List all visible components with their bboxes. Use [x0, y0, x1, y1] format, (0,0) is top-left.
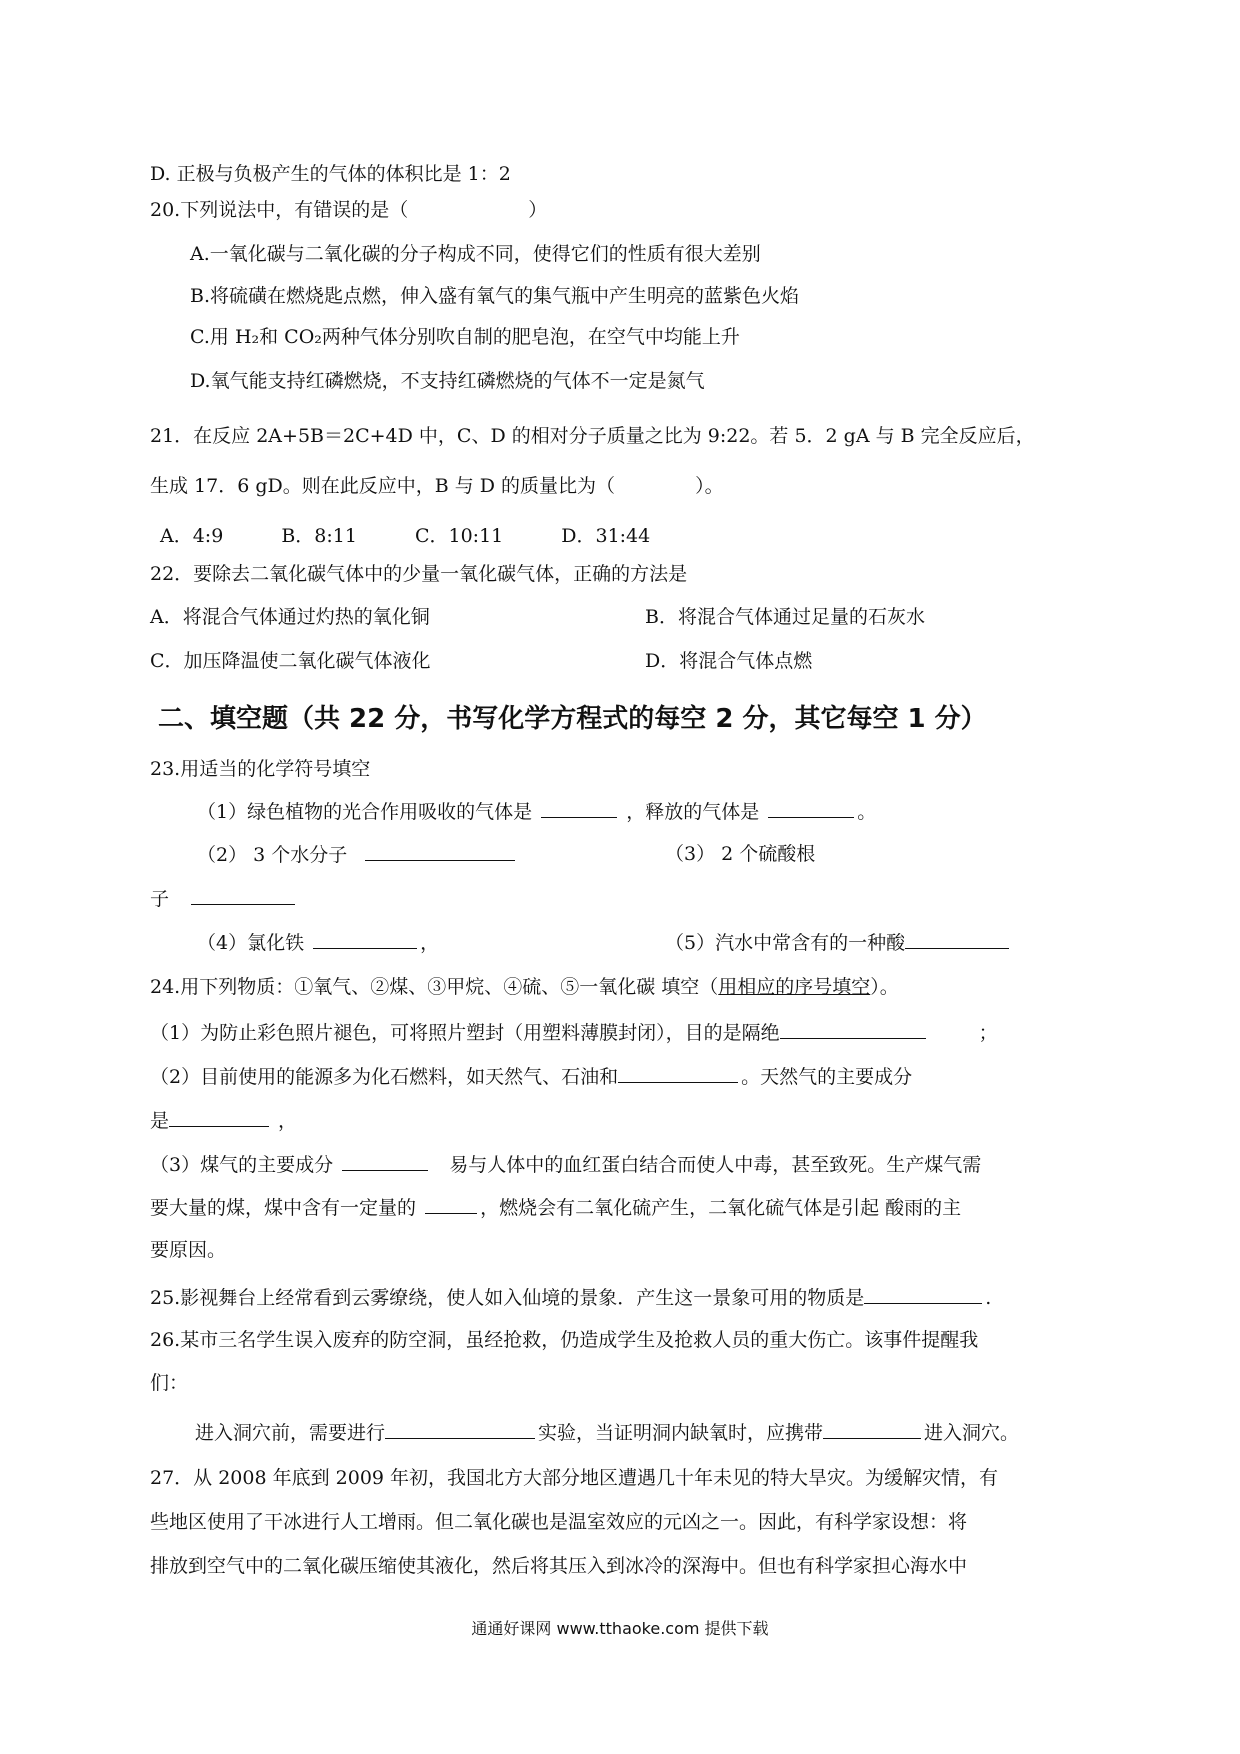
q20-option-a: A.一氧化碳与二氧化碳的分子构成不同，使得它们的性质有很大差别 [190, 243, 761, 265]
q20-option-b: B.将硫磺在燃烧匙点燃，伸入盛有氧气的集气瓶中产生明亮的蓝紫色火焰 [190, 285, 800, 307]
q26-line1: 26.某市三名学生误入废弃的防空洞，虽经抢救，仍造成学生及抢救人员的重大伤亡。该事件提醒我 [150, 1329, 979, 1351]
q24-part1-end: ； [978, 1022, 998, 1044]
q22-stem: 22．要除去二氧化碳气体中的少量一氧化碳气体，正确的方法是 [150, 563, 688, 585]
q24-part1 [150, 1018, 998, 1047]
q26-line2: 们： [150, 1372, 189, 1394]
q24-part2 [150, 1062, 912, 1091]
answer-blank[interactable] [169, 1106, 269, 1127]
q24-part2-cont-text: 是 [150, 1110, 170, 1132]
q26-line3-text2: 实验，当证明洞内缺氧时，应携带 [538, 1422, 824, 1444]
answer-blank[interactable] [425, 1193, 477, 1214]
q22-option-a: A．将混合气体通过灼热的氧化铜 [150, 606, 430, 628]
q24-part3-text2: 易与人体中的血红蛋白结合而使人中毒，甚至致死。生产煤气需 [449, 1154, 982, 1176]
q24-part2-text: （2）目前使用的能源多为化石燃料，如天然气、石油和 [150, 1066, 619, 1088]
q23-part4-end: ， [420, 932, 440, 954]
q25-text: 25.影视舞台上经常看到云雾缭绕，使人如入仙境的景象．产生这一景象可用的物质是 [150, 1287, 865, 1309]
answer-blank[interactable] [905, 928, 1009, 949]
answer-blank[interactable] [541, 797, 617, 818]
q24-stem-text: 24.用下列物质：①氧气、②煤、③甲烷、④硫、⑤一氧化碳 填空（ [150, 976, 719, 998]
q22-option-b: B．将混合气体通过足量的石灰水 [645, 606, 925, 628]
q20-stem [150, 196, 547, 224]
answer-blank[interactable] [864, 1283, 982, 1304]
q23-part1-text: （1）绿色植物的光合作用吸收的气体是 [197, 801, 533, 823]
q24-part3-line2 [150, 1193, 961, 1222]
q21-options [160, 522, 650, 550]
answer-blank[interactable] [313, 928, 417, 949]
q23-part1 [197, 797, 876, 826]
q23-part5-text: （5）汽水中常含有的一种酸 [665, 932, 906, 954]
q24-stem [150, 973, 899, 1001]
page-footer: 通通好课网 www.tthaoke.com 提供下载 [471, 1619, 769, 1638]
q21-option-a: A．4:9 [160, 525, 224, 547]
q23-part1-end: 。 [857, 801, 877, 823]
answer-blank[interactable] [768, 797, 854, 818]
q24-part3 [150, 1150, 981, 1179]
answer-blank[interactable] [191, 884, 295, 905]
q27-line3: 排放到空气中的二氧化碳压缩使其液化，然后将其压入到冰冷的深海中。但也有科学家担心海水中 [150, 1555, 968, 1577]
q23-stem: 23.用适当的化学符号填空 [150, 758, 371, 780]
q19-option-d: D. 正极与负极产生的气体的体积比是 1：2 [150, 163, 511, 185]
q24-part3-text4: ，燃烧会有二氧化硫产生，二氧化硫气体是引起 酸雨的主 [480, 1197, 962, 1219]
q23-part3-cont-text: 子 [150, 888, 170, 910]
q23-part4 [197, 928, 439, 957]
q22-option-c: C．加压降温使二氧化碳气体液化 [150, 650, 431, 672]
q24-part2-cont-end: ， [278, 1110, 298, 1132]
answer-blank[interactable] [342, 1150, 428, 1171]
q21-line1: 21．在反应 2A+5B＝2C+4D 中，C、D 的相对分子质量之比为 9:22。若 5．2 gA 与 B 完全反应后， [150, 425, 1035, 447]
answer-blank[interactable] [365, 840, 515, 861]
q24-part2-text2: 。天然气的主要成分 [741, 1066, 913, 1088]
q23-part3: （3） 2 个硫酸根 [665, 843, 816, 865]
q24-part3-line3: 要原因。 [150, 1239, 227, 1261]
q20-option-d: D.氧气能支持红磷燃烧，不支持红磷燃烧的气体不一定是氮气 [190, 370, 705, 392]
q21-option-d: D．31:44 [561, 525, 651, 547]
q24-part2-cont [150, 1106, 297, 1135]
q23-part3-cont [150, 884, 298, 913]
q23-part1-text2: ，释放的气体是 [626, 801, 760, 823]
q21-line2 [150, 472, 724, 500]
q23-part4-text: （4）氯化铁 [197, 932, 305, 954]
q23-part5 [665, 928, 1012, 957]
q24-part3-text3: 要大量的煤，煤中含有一定量的 [150, 1197, 417, 1219]
q23-part2 [197, 840, 518, 869]
q24-stem-end: ）。 [870, 976, 899, 998]
q26-line3-text3: 进入洞穴。 [924, 1422, 1020, 1444]
q25 [150, 1283, 991, 1312]
q21-line2-close: ）。 [695, 475, 724, 497]
answer-blank[interactable] [780, 1018, 926, 1039]
q26-line3-text: 进入洞穴前，需要进行 [195, 1422, 386, 1444]
answer-blank[interactable] [823, 1418, 921, 1439]
q27-line2: 些地区使用了干冰进行人工增雨。但二氧化碳也是温室效应的元凶之一。因此，有科学家设想：将 [150, 1511, 968, 1533]
q24-stem-underlined: 用相应的序号填空 [718, 976, 871, 998]
q24-part3-text: （3）煤气的主要成分 [150, 1154, 334, 1176]
q23-part2-text: （2） 3 个水分子 [197, 844, 348, 866]
q27-line1: 27．从 2008 年底到 2009 年初，我国北方大部分地区遭遇几十年未见的特大旱灾。为缓解灾情，有 [150, 1467, 999, 1489]
section-heading: 二、填空题（共 22 分，书写化学方程式的每空 2 分，其它每空 1 分） [158, 704, 987, 734]
q21-option-b: B．8:11 [281, 525, 357, 547]
q21-line2-text: 生成 17．6 gD。则在此反应中，B 与 D 的质量比为（ [150, 475, 616, 497]
q26-line3 [195, 1418, 1019, 1447]
q24-part1-text: （1）为防止彩色照片褪色，可将照片塑封（用塑料薄膜封闭），目的是隔绝 [150, 1022, 780, 1044]
answer-blank[interactable] [618, 1062, 738, 1083]
q20-stem-text: 20.下列说法中，有错误的是（ [150, 199, 409, 221]
q22-option-d: D．将混合气体点燃 [645, 650, 813, 672]
q25-end: . [985, 1287, 992, 1309]
q20-option-c: C.用 H₂和 CO₂两种气体分别吹自制的肥皂泡，在空气中均能上升 [190, 326, 740, 348]
q20-stem-close: ） [528, 199, 548, 221]
answer-blank[interactable] [385, 1418, 535, 1439]
q21-option-c: C．10:11 [414, 525, 504, 547]
